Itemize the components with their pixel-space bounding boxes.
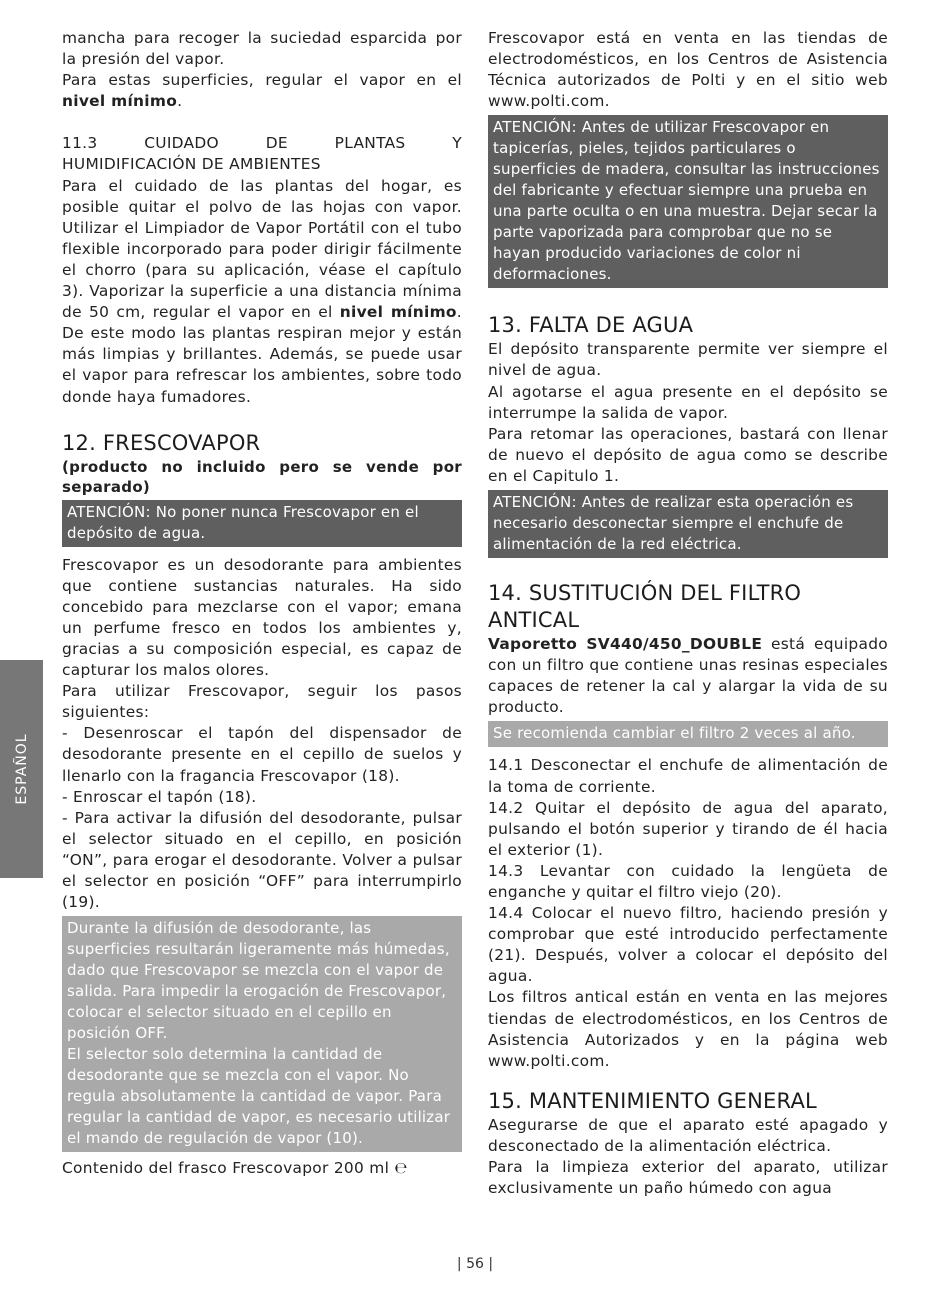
paragraph: Para utilizar Frescovapor, seguir los pasos siguientes: — [62, 682, 462, 722]
language-tab-label: ESPAÑOL — [13, 733, 30, 805]
paragraph: - Enroscar el tapón (18). — [62, 787, 257, 806]
section-12-subtitle: (producto no incluido pero se vende por separado) — [62, 457, 462, 496]
step: 14.1 Desconectar el enchufe de alimentación de la toma de corriente. — [488, 756, 888, 796]
left-column — [62, 28, 462, 1179]
step: 14.2 Quitar el depósito de agua del aparato, pulsando el botón superior y tirando de él hacia el exterior (1). — [488, 798, 888, 859]
note-text: El selector solo determina la cantidad de desodorante que se mezcla con el vapor. No regula absolutamente la cantidad de vapor. Para regular la cantidad de vapor, es necesario utilizar el mando de regulación de vapor (10). — [67, 1045, 451, 1148]
section-11-3-heading: 11.3 CUIDADO DE PLANTAS Y — [62, 134, 462, 153]
warning-box: ATENCIÓN: Antes de utilizar Frescovapor en tapicerías, pieles, tejidos particulares o superficies de madera, consultar las instrucciones del fabricante y efectuar siempre una prueba en una parte oculta o en una muestra. Dejar secar la parte vaporizada para comprobar que no se hayan producido variaciones de color ni deformaciones. — [488, 115, 888, 288]
paragraph: El depósito transparente permite ver siempre el nivel de agua. — [488, 340, 888, 380]
section-11-3-heading-line2: HUMIDIFICACIÓN DE AMBIENTES — [62, 155, 321, 174]
bold-term: nivel mínimo — [62, 92, 178, 111]
paragraph: Para estas superficies, regular el vapor en el nivel mínimo. — [62, 71, 462, 111]
paragraph: Frescovapor es un desodorante para ambientes que contiene sustancias naturales. Ha sido concebido para mezclarse con el vapor; emana un perfume fresco en todos los ambientes y, gracias a su composición especial, es capaz de capturar los malos olores. — [62, 555, 462, 680]
model-name: Vaporetto SV440/450_DOUBLE — [488, 635, 763, 654]
paragraph: Para la limpieza exterior del aparato, utilizar exclusivamente un paño húmedo con agua — [488, 1158, 888, 1198]
paragraph: mancha para recoger la suciedad esparcida por la presión del vapor. — [62, 29, 462, 69]
language-tab — [0, 660, 43, 878]
paragraph: Para el cuidado de las plantas del hogar, es posible quitar el polvo de las hojas con vapor. Utilizar el Limpiador de Vapor Portátil con el tubo flexible incorporado para poder dirigir fácilmente el chorro (para su aplicación, véase el capítulo 3). Vaporizar la superficie a una distancia mínima de 50 cm, regular el vapor en el nivel mínimo. De este modo las plantas respiran mejor y están más limpias y brillantes. Además, se puede usar el vapor para refrescar los ambientes, sobre todo donde haya fumadores. — [62, 176, 462, 406]
section-15-title: 15. MANTENIMIENTO GENERAL — [488, 1088, 817, 1113]
paragraph: Para retomar las operaciones, bastará con llenar de nuevo el depósito de agua como se describe en el Capitulo 1. — [488, 424, 888, 485]
step: 14.3 Levantar con cuidado la lengüeta de enganche y quitar el filtro viejo (20). — [488, 861, 888, 901]
warning-box: ATENCIÓN: Antes de realizar esta operación es necesario desconectar siempre el enchufe de alimentación de la red eléctrica. — [488, 490, 888, 558]
step: 14.4 Colocar el nuevo filtro, haciendo presión y comprobar que esté introducido perfectamente (21). Después, volver a colocar el depósito del agua. — [488, 904, 888, 986]
paragraph: Al agotarse el agua presente en el depósito se interrumpe la salida de vapor. — [488, 382, 888, 422]
paragraph: Los filtros antical están en venta en las mejores tiendas de electrodomésticos, en los Centros de Asistencia Autorizados y en la página web www.polti.com. — [488, 988, 888, 1070]
tip-box: Se recomienda cambiar el filtro 2 veces al año. — [488, 721, 888, 747]
section-13-title: 13. FALTA DE AGUA — [488, 313, 694, 338]
note-text: Durante la difusión de desodorante, las superficies resultarán ligeramente más húmedas, dado que Frescovapor se mezcla con el vapor de salida. Para impedir la erogación de Frescovapor, colocar el selector situado en el cepillo en posición OFF. — [67, 919, 450, 1043]
bold-term: nivel mínimo — [339, 303, 457, 322]
page-number: | 56 | — [456, 1256, 494, 1272]
section-14-title: 14. SUSTITUCIÓN DEL FILTRO ANTICAL — [488, 581, 802, 633]
paragraph: Frescovapor está en venta en las tiendas de electrodomésticos, en los Centros de Asistencia Técnica autorizados de Polti y en el sitio web www.polti.com. — [488, 29, 888, 111]
note-box — [62, 916, 462, 1152]
paragraph: - Para activar la difusión del desodorante, pulsar el selector situado en el cepillo, en posición “ON”, para erogar el desodorante. Volver a pulsar el selector en posición “OFF” para interrumpirlo (19). — [62, 808, 462, 912]
paragraph: Vaporetto SV440/450_DOUBLE está equipado con un filtro que contiene unas resinas especiales capaces de retener la cal y alargar la vida de su producto. — [488, 635, 889, 717]
section-12-title: 12. FRESCOVAPOR — [62, 430, 261, 455]
paragraph: Asegurarse de que el aparato esté apagado y desconectado de la alimentación eléctrica. — [488, 1115, 888, 1155]
paragraph: Contenido del frasco Frescovapor 200 ml ℮ — [62, 1159, 408, 1178]
paragraph: - Desenroscar el tapón del dispensador de desodorante presente en el cepillo de suelos y llenarlo con la fragancia Frescovapor (18). — [62, 724, 462, 785]
warning-box: ATENCIÓN: No poner nunca Frescovapor en el depósito de agua. — [62, 500, 462, 547]
right-column — [488, 28, 888, 1199]
